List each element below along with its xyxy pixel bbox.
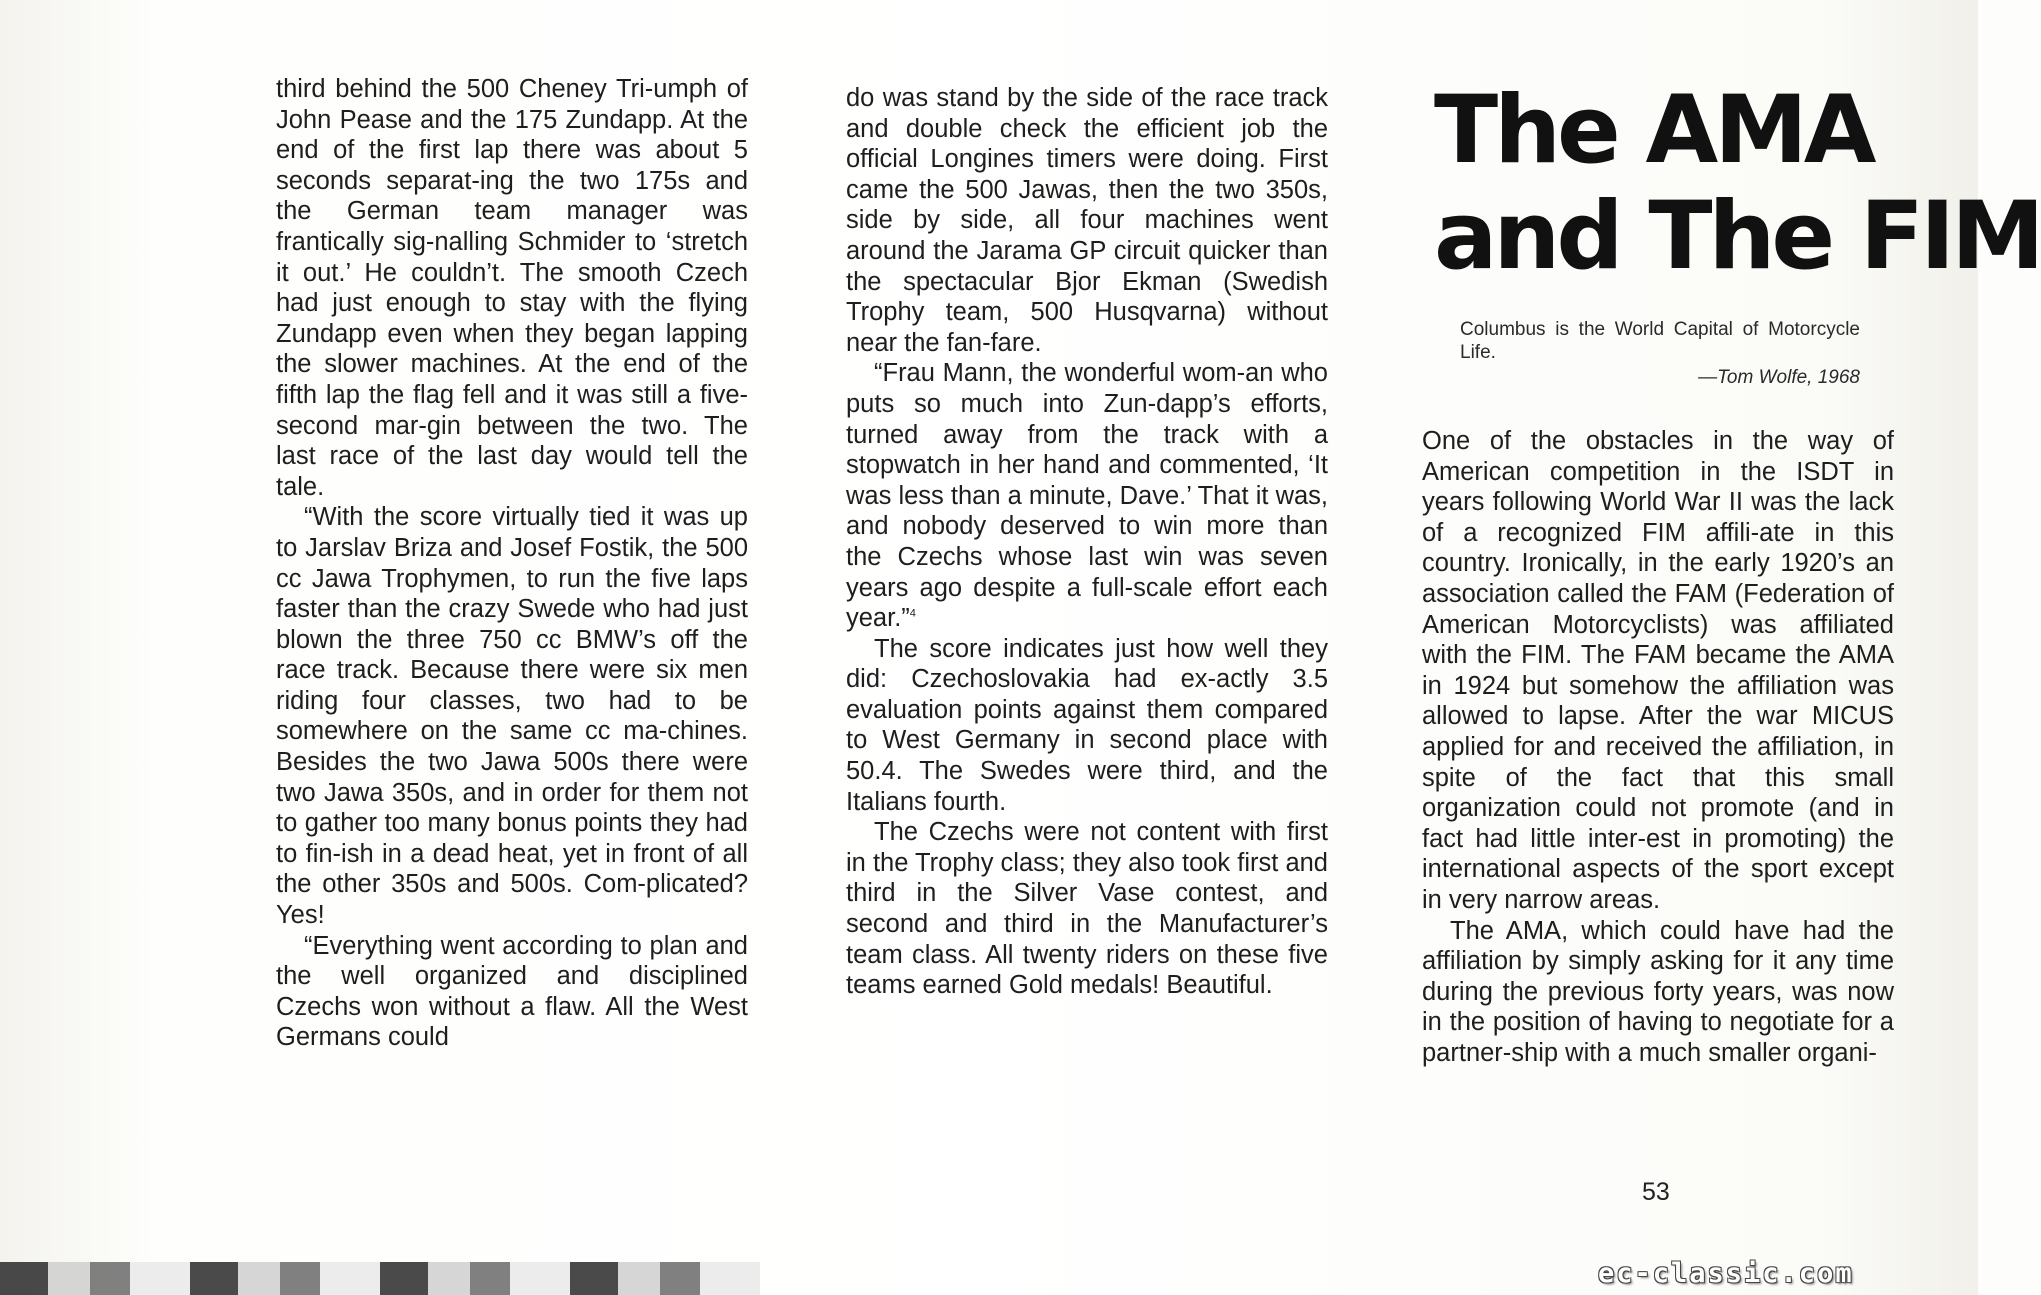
article-title: [1434, 76, 2041, 291]
text-column-left: [276, 74, 748, 1053]
epigraph-quote: Columbus is the World Capital of Motorcycle Life.: [1460, 319, 1860, 363]
paragraph: One of the obstacles in the way of American competition in the ISDT in years following World War II was the lack of a recognized FIM affili-ate in this country. Ironically, in the early 1920’s an association called the FAM (Federation of American Motorcyclists) was affiliated with the FIM. The FAM became the AMA in 1924 but somehow the affiliation was allowed to lapse. After the war MICUS applied for and received the affiliation, in spite of the fact that this small organization could not promote (and in fact had little inter-est in promoting) the international aspects of the sport except in very narrow areas.: [1422, 427, 1894, 914]
paragraph: “Everything went according to plan and the well organized and disciplined Czechs won without a flaw. All the West Germans could: [276, 931, 748, 1052]
text-column-middle: [846, 83, 1328, 1001]
epigraph: [1460, 318, 1860, 389]
paragraph-text: “Frau Mann, the wonderful wom-an who puts so much into Zun-dapp’s efforts, turned away from the track with a stopwatch in her hand and commented, ‘It was less than a minute, Dave.’ That it was, and nobody deserved to win more than the Czechs whose last win was seven years ago despite a full-scale effort each year.”: [846, 359, 1328, 633]
article-title-line-2: and The FIM: [1434, 182, 2041, 291]
scan-edge-strip: [0, 1262, 760, 1295]
paragraph: third behind the 500 Cheney Tri-umph of John Pease and the 175 Zundapp. At the end of the first lap there was about 5 seconds separat-ing the two 175s and the German team manager was frantically sig-nalling Schmider to ‘stretch it out.’ He couldn’t. The smooth Czech had just enough to stay with the flying Zundapp even when they began lapping the slower machines. At the end of the fifth lap the flag fell and it was still a five-second mar-gin between the two. The last race of the last day would tell the tale.: [276, 75, 748, 501]
watermark: ec-classic.com: [1598, 1258, 1854, 1289]
paragraph: “With the score virtually tied it was up to Jarslav Briza and Josef Fostik, the 500 cc Jawa Trophymen, to run the five laps faster than the crazy Swede who had just blown the three 750 cc BMW’s off the race track. Because there were six men riding four classes, two had to be somewhere on the same cc ma-chines. Besides the two Jawa 500s there were two Jawa 350s, and in order for them not to gather too many bonus points they had to fin-ish in a dead heat, yet in front of all the other 350s and 500s. Com-plicated? Yes!: [276, 503, 748, 930]
footnote-marker: 4: [909, 607, 916, 620]
paragraph: The Czechs were not content with first in the Trophy class; they also took first and third in the Silver Vase contest, and second and third in the Manufacturer’s team class. All twenty riders on these five teams earned Gold medals! Beautiful.: [846, 818, 1328, 1000]
paragraph-with-footnote: [846, 358, 1328, 633]
page-number: 53: [1642, 1178, 1670, 1206]
text-column-right: [1422, 426, 1894, 1068]
paragraph: do was stand by the side of the race track and double check the efficient job the official Longines timers were doing. First came the 500 Jawas, then the two 350s, side by side, all four machines went around the Jarama GP circuit quicker than the spectacular Bjor Ekman (Swedish Trophy team, 500 Husqvarna) without near the fan-fare.: [846, 84, 1328, 357]
epigraph-attribution: —Tom Wolfe, 1968: [1698, 367, 1860, 388]
paragraph: The AMA, which could have had the affiliation by simply asking for it any time during the previous forty years, was now in the position of having to negotiate for a partner-ship with a much smaller organi-: [1422, 916, 1894, 1067]
article-title-line-1: The AMA: [1434, 76, 1873, 185]
paragraph: The score indicates just how well they did: Czechoslovakia had ex-actly 3.5 evaluation points against them compared to West Germany in second place with 50.4. The Swedes were third, and the Italians fourth.: [846, 634, 1328, 816]
